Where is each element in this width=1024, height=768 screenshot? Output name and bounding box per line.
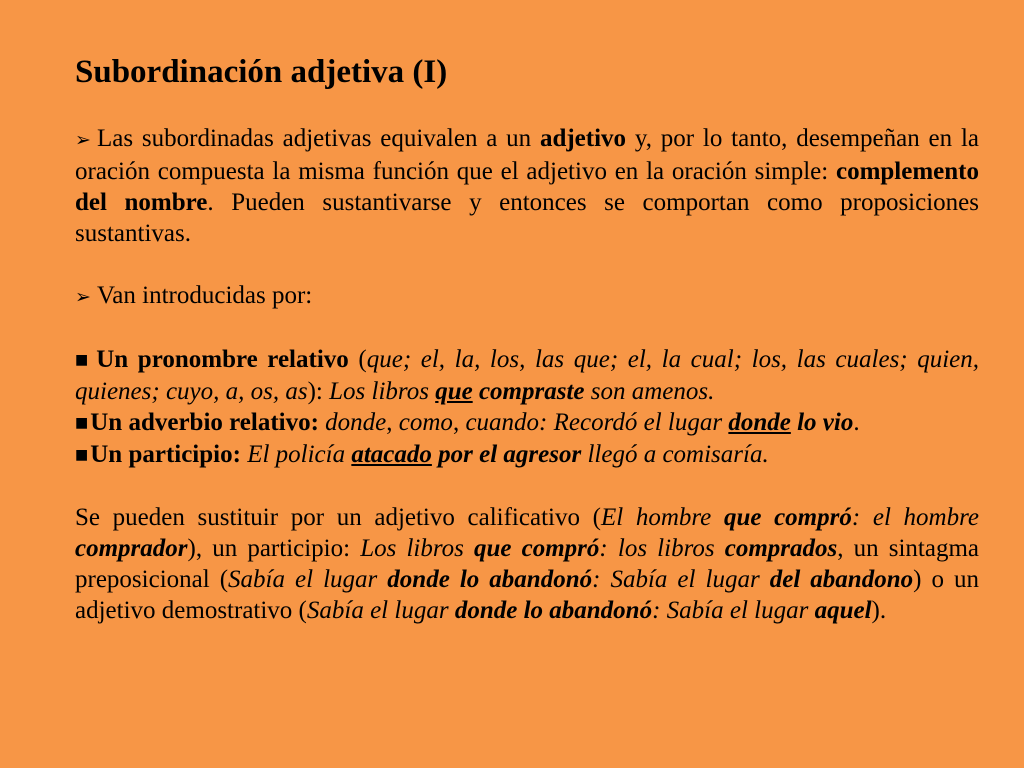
square-bullet-icon: ■ — [75, 447, 89, 463]
text: . Pueden sustantivarse y entonces se comportan como proposiciones sustantivas. — [75, 189, 979, 247]
bold-text: Un participio: — [90, 441, 241, 468]
underlined-relative-word: donde — [728, 409, 791, 436]
square-bullet-icon: ■ — [75, 415, 89, 431]
arrow-bullet-icon: ➢ — [75, 286, 91, 308]
bold-italic-text: lo vio — [797, 409, 854, 436]
bold-text: Un adverbio relativo: — [90, 409, 319, 436]
slide-content — [75, 52, 979, 626]
underlined-participle: atacado — [351, 441, 432, 468]
text: Las subordinadas adjetivas equivalen a un — [97, 125, 540, 152]
list-item-participle — [75, 439, 979, 471]
underlined-relative-word: que — [435, 378, 473, 405]
text: Van introducidas por: — [97, 282, 313, 309]
bold-italic-text: por el agresor — [438, 441, 582, 468]
bold-text: adjetivo — [539, 125, 627, 152]
italic-text: como — [398, 409, 453, 436]
bullet-introduced-by — [75, 280, 979, 313]
arrow-bullet-icon: ➢ — [75, 129, 91, 151]
italic-text: donde — [325, 409, 387, 436]
bold-text: complemento del nombre — [75, 158, 979, 216]
list-item-relative-adverb: ■Un adverbio relativo: donde, como, cuando: Recordó el lugar donde lo vio. — [75, 407, 979, 439]
square-bullet-icon: ■ — [75, 352, 89, 368]
slide-title: Subordinación adjetiva (I) — [75, 54, 448, 90]
text: ): — [307, 378, 330, 405]
bold-italic-text: compraste — [478, 378, 585, 405]
italic-text: Los libros — [329, 378, 436, 405]
text: y, por lo tanto, desempeñan en la oración compuesta la misma función que el adjetivo en la oración simple: — [75, 125, 979, 185]
substitution-paragraph: Se pueden sustituir por un adjetivo calificativo (El hombre que compró: el hombre comprador), un participio: Los libros que compró: los libros comprados, un sintagma preposicional (Sabía el lugar donde lo abandonó: Sabía el lugar del abandono) o un adjetivo demostrativo (Sabía el lugar donde lo abandonó: Sabía el lugar aquel). — [75, 504, 979, 624]
italic-text: El policía — [247, 441, 352, 468]
list-item-relative-pronoun — [75, 344, 979, 407]
italic-text: son amenos. — [584, 378, 715, 405]
italic-text: que; el, la, los, las que; el, la cual; los, las cuales; quien, quienes; cuyo, a, os, as — [75, 346, 980, 405]
text: ( — [348, 346, 367, 373]
bullet-definition — [75, 123, 979, 249]
italic-text: llegó a comisaría. — [581, 441, 769, 468]
bold-text: Un pronombre relativo — [96, 346, 349, 373]
italic-text: cuando: Recordó el lugar — [465, 409, 729, 436]
